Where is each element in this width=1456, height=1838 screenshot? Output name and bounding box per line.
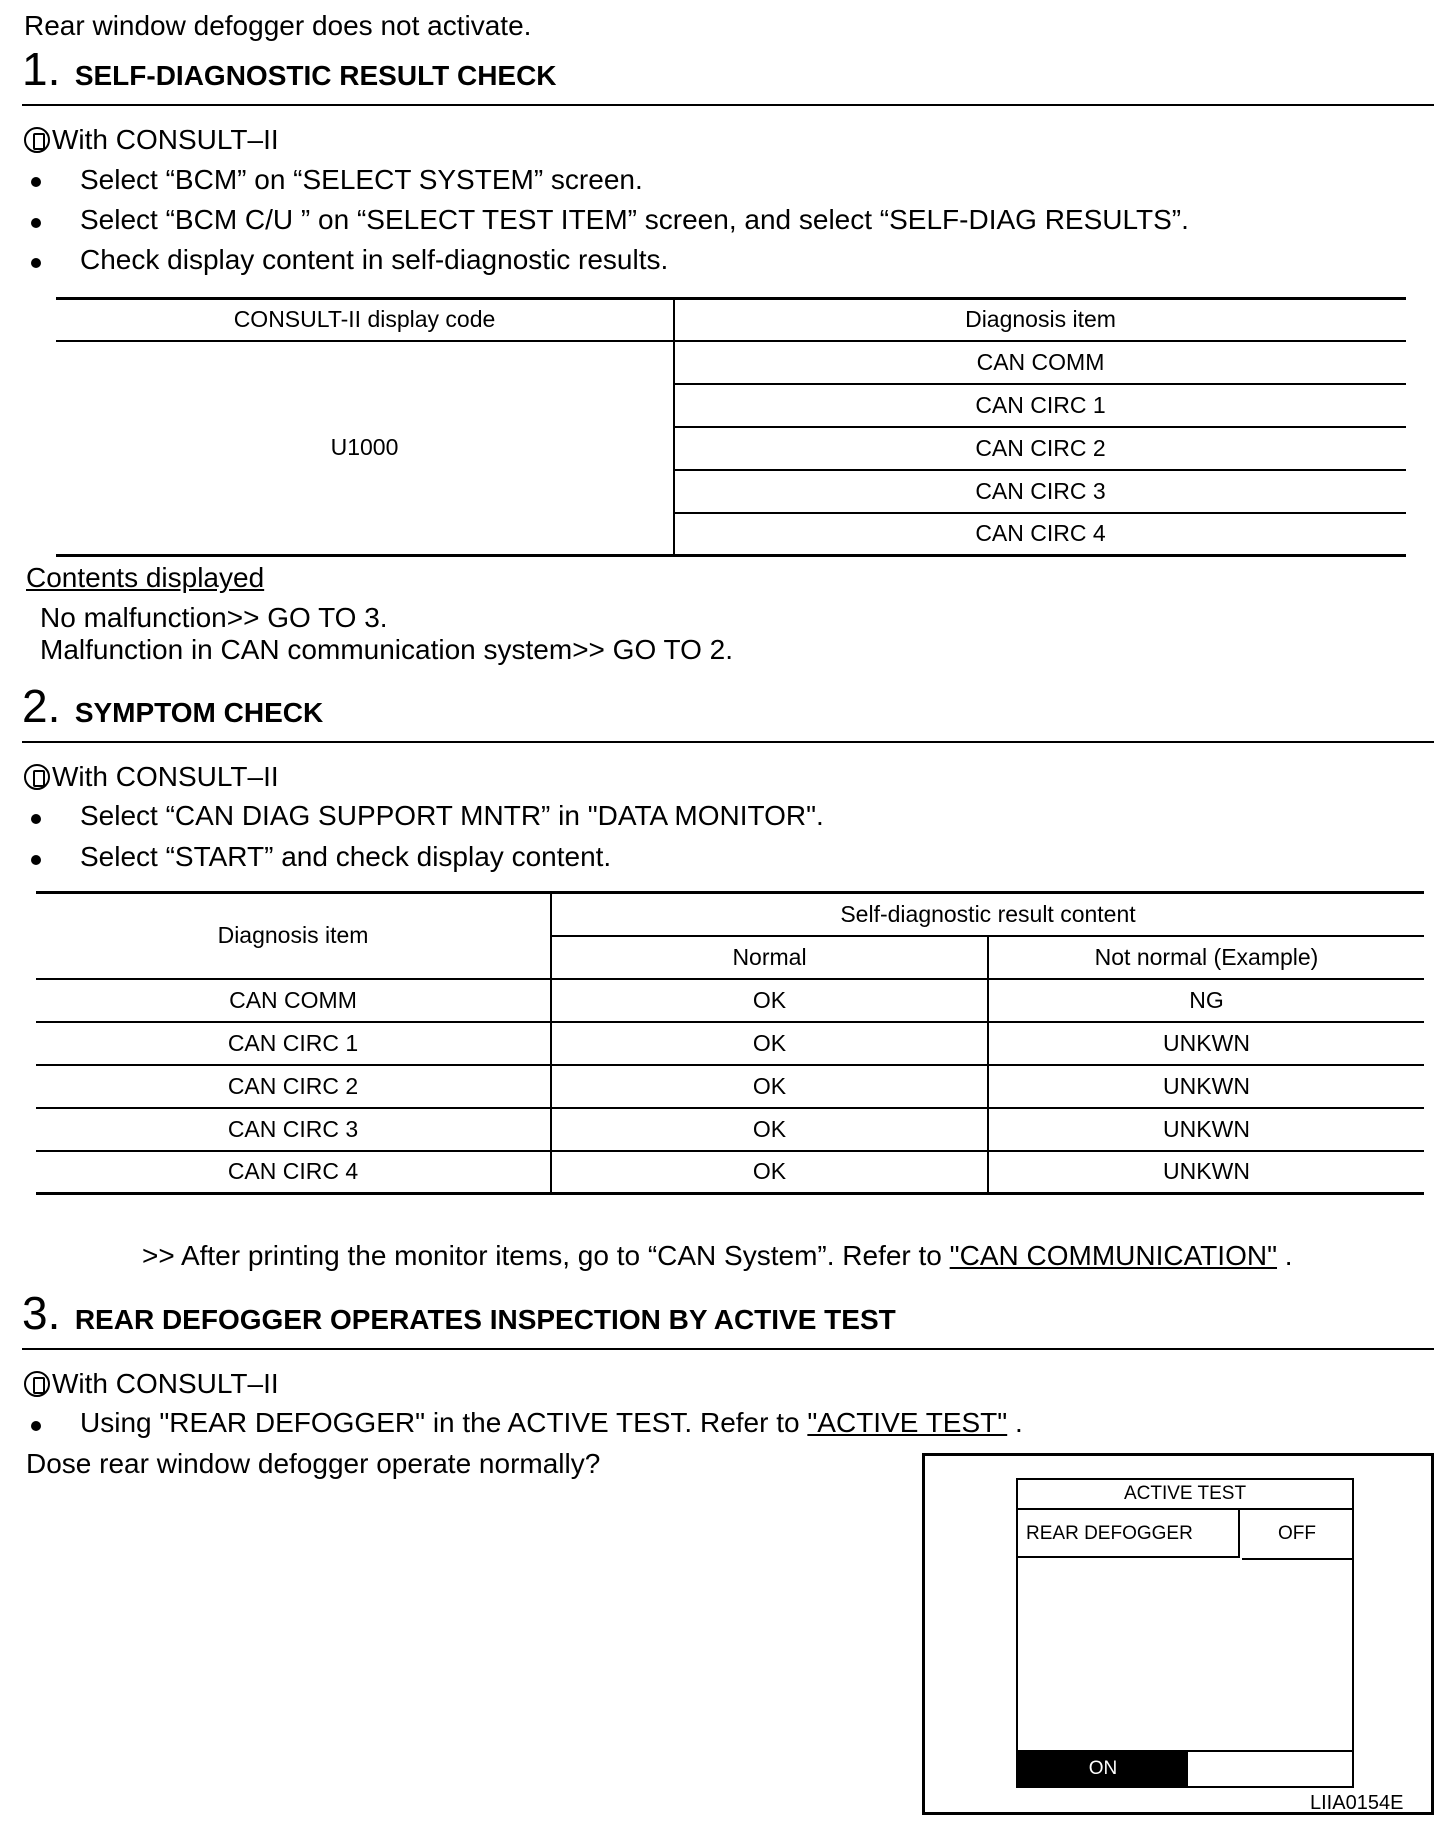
table-header: CONSULT-II display code bbox=[56, 299, 674, 341]
table-cell: UNKWN bbox=[988, 1065, 1424, 1108]
table-header: Normal bbox=[551, 936, 988, 979]
intro-text: Rear window defogger does not activate. bbox=[24, 10, 532, 41]
step3-bullet-suffix: . bbox=[1007, 1407, 1023, 1438]
table-header: Diagnosis item bbox=[36, 893, 551, 979]
step2-bullet-2: Select “START” and check display content. bbox=[80, 841, 612, 872]
after-printing-suffix: . bbox=[1277, 1240, 1293, 1271]
after-printing-line bbox=[142, 1240, 1293, 1272]
table-row bbox=[36, 1108, 1424, 1151]
table-header: Not normal (Example) bbox=[988, 936, 1424, 979]
step3-title: REAR DEFOGGER OPERATES INSPECTION BY ACTIVE TEST bbox=[74, 1304, 896, 1335]
screen-title: ACTIVE TEST bbox=[1018, 1480, 1352, 1510]
step2-title: SYMPTOM CHECK bbox=[74, 697, 324, 728]
bullet-dot bbox=[31, 177, 41, 187]
step1-title: SELF-DIAGNOSTIC RESULT CHECK bbox=[74, 60, 557, 91]
step3-consult-line bbox=[24, 1368, 279, 1400]
table-cell: NG bbox=[988, 979, 1424, 1022]
table-cell: UNKWN bbox=[988, 1108, 1424, 1151]
table-cell: CAN CIRC 3 bbox=[36, 1108, 551, 1151]
display-code-cell: U1000 bbox=[56, 341, 674, 556]
step1-bullet-2: Select “BCM C/U ” on “SELECT TEST ITEM” screen, and select “SELF-DIAG RESULTS”. bbox=[80, 204, 1189, 235]
consult-label: With CONSULT–II bbox=[52, 761, 279, 792]
consult-icon bbox=[24, 1371, 50, 1397]
consult-screen bbox=[1016, 1478, 1354, 1788]
button-divider bbox=[1188, 1750, 1352, 1752]
step2-rule bbox=[22, 741, 1434, 743]
table-header: Self-diagnostic result content bbox=[551, 893, 1424, 936]
step1-consult-line bbox=[24, 124, 279, 156]
step3-rule bbox=[22, 1348, 1434, 1350]
consult-label: With CONSULT–II bbox=[52, 1368, 279, 1399]
step3-number: 3. bbox=[22, 1287, 61, 1339]
table-row bbox=[36, 1151, 1424, 1194]
bullet-dot bbox=[31, 1421, 41, 1431]
table-cell: CAN CIRC 3 bbox=[674, 470, 1406, 513]
step1-heading bbox=[22, 43, 557, 95]
bullet-dot bbox=[31, 218, 41, 228]
bullet-dot bbox=[31, 258, 41, 268]
table-cell: OK bbox=[551, 1065, 988, 1108]
figure-reference: LIIA0154E bbox=[1310, 1792, 1404, 1814]
screen-item-label: REAR DEFOGGER bbox=[1018, 1510, 1240, 1558]
table-cell: OK bbox=[551, 1022, 988, 1065]
table-cell: CAN COMM bbox=[674, 341, 1406, 384]
can-communication-link[interactable]: "CAN COMMUNICATION" bbox=[949, 1240, 1278, 1271]
step3-heading bbox=[22, 1287, 896, 1339]
table-row bbox=[36, 979, 1424, 1022]
table-cell: OK bbox=[551, 979, 988, 1022]
table-cell: CAN COMM bbox=[36, 979, 551, 1022]
table-row bbox=[36, 1065, 1424, 1108]
step1-table bbox=[56, 297, 1406, 557]
table-cell: CAN CIRC 1 bbox=[674, 384, 1406, 427]
step1-bullet-3: Check display content in self-diagnostic results. bbox=[80, 244, 669, 275]
table-cell: UNKWN bbox=[988, 1022, 1424, 1065]
table-row bbox=[36, 1022, 1424, 1065]
contents-displayed-heading: Contents displayed bbox=[26, 562, 265, 593]
table-cell: CAN CIRC 1 bbox=[36, 1022, 551, 1065]
table-cell: CAN CIRC 2 bbox=[36, 1065, 551, 1108]
result-malfunction: Malfunction in CAN communication system>> GO TO 2. bbox=[40, 634, 734, 665]
screen-item-value: OFF bbox=[1242, 1510, 1352, 1560]
bullet-dot bbox=[31, 814, 41, 824]
after-printing-text: >> After printing the monitor items, go to “CAN System”. Refer to bbox=[142, 1240, 950, 1271]
step1-bullet-1: Select “BCM” on “SELECT SYSTEM” screen. bbox=[80, 164, 643, 195]
step3-question: Dose rear window defogger operate normally? bbox=[26, 1448, 601, 1479]
step2-number: 2. bbox=[22, 680, 61, 732]
step1-rule bbox=[22, 104, 1434, 106]
step2-consult-line bbox=[24, 761, 279, 793]
table-cell: CAN CIRC 4 bbox=[36, 1151, 551, 1194]
consult-icon bbox=[24, 764, 50, 790]
active-test-link[interactable]: "ACTIVE TEST" bbox=[807, 1407, 1008, 1438]
table-cell: UNKWN bbox=[1163, 1158, 1250, 1185]
table-header: Diagnosis item bbox=[674, 299, 1406, 341]
table-cell: OK bbox=[551, 1151, 988, 1194]
on-button[interactable]: ON bbox=[1018, 1750, 1188, 1788]
active-test-figure bbox=[922, 1453, 1434, 1815]
step2-table bbox=[36, 891, 1424, 1195]
step1-number: 1. bbox=[22, 43, 61, 95]
consult-label: With CONSULT–II bbox=[52, 124, 279, 155]
consult-icon bbox=[24, 127, 50, 153]
bullet-dot bbox=[31, 855, 41, 865]
step3-bullet-text: Using "REAR DEFOGGER" in the ACTIVE TEST. Refer to bbox=[80, 1407, 808, 1438]
step3-bullet-1 bbox=[80, 1407, 1023, 1439]
step2-heading bbox=[22, 680, 324, 732]
step2-bullet-1: Select “CAN DIAG SUPPORT MNTR” in "DATA MONITOR". bbox=[80, 800, 824, 831]
table-cell: OK bbox=[551, 1108, 988, 1151]
result-no-malfunction: No malfunction>> GO TO 3. bbox=[40, 602, 388, 633]
table-cell: CAN CIRC 2 bbox=[674, 427, 1406, 470]
table-cell: CAN CIRC 4 bbox=[975, 520, 1106, 547]
